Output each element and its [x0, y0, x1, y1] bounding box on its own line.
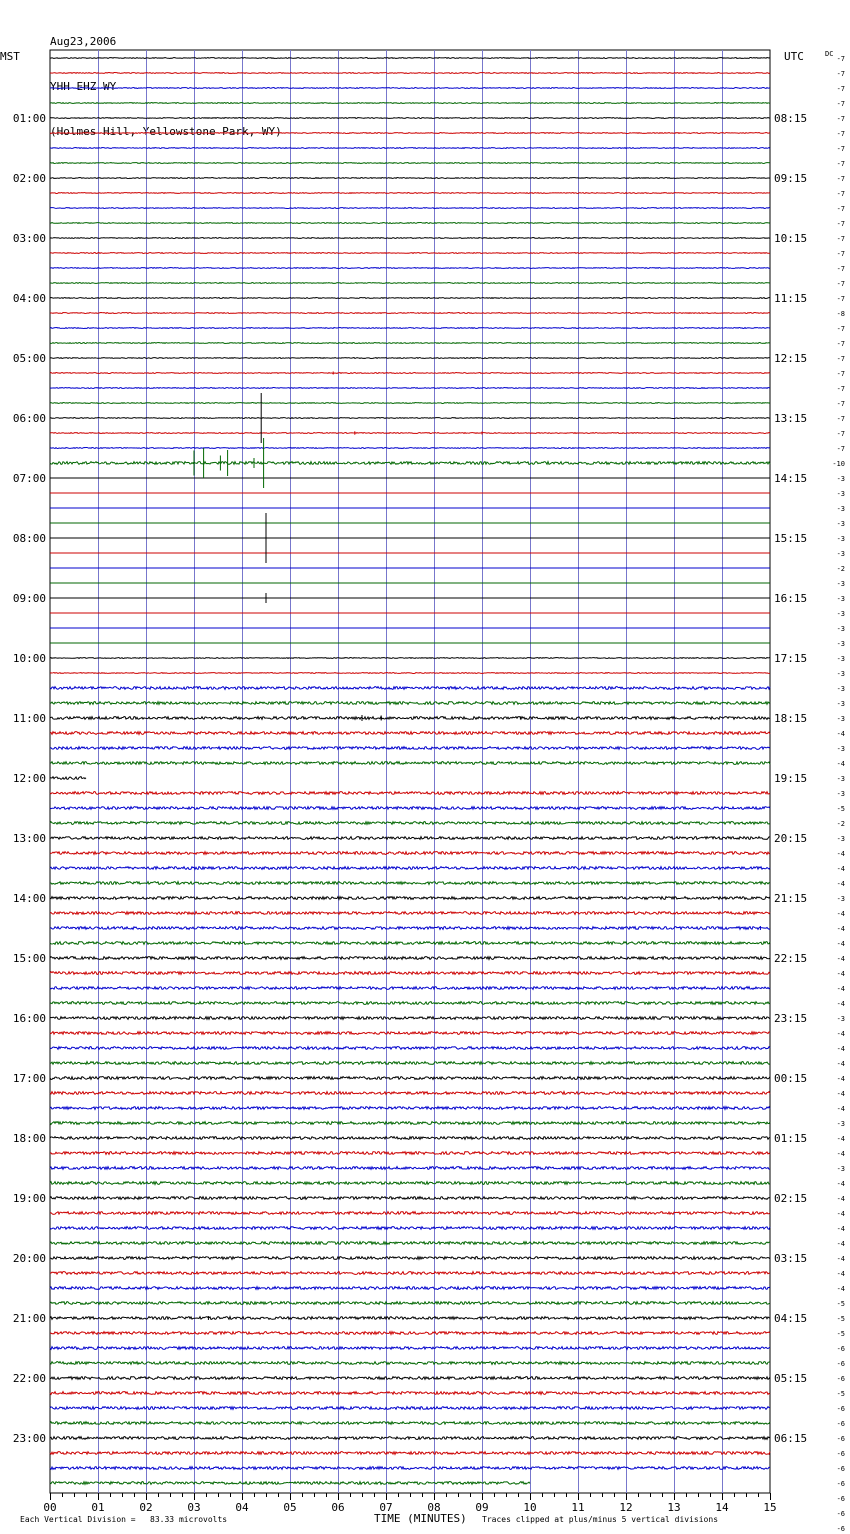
- dc-offset-value: -6: [836, 1420, 845, 1428]
- dc-offset-value: -3: [836, 715, 845, 723]
- trace-row: [50, 1347, 770, 1350]
- trace-row: [50, 1017, 770, 1020]
- dc-offset-value: -3: [836, 745, 845, 753]
- dc-offset-value: -4: [836, 1075, 845, 1083]
- trace-row: [50, 118, 770, 119]
- trace-row: [50, 73, 770, 74]
- dc-offset-value: -3: [836, 610, 845, 618]
- dc-offset-value: -6: [836, 1375, 845, 1383]
- trace-row: [50, 163, 770, 164]
- trace-row: [50, 852, 770, 855]
- trace-row: [50, 298, 770, 299]
- x-tick-label: 07: [379, 1501, 393, 1514]
- scale-note: Each Vertical Division = 83.33 microvolts: [20, 1515, 228, 1524]
- x-tick-label: 14: [715, 1501, 729, 1514]
- trace-row: [50, 1227, 770, 1230]
- dc-offset-value: -2: [836, 820, 845, 828]
- trace-row: [50, 1032, 770, 1035]
- trace-row: [50, 1257, 770, 1260]
- clip-note: Traces clipped at plus/minus 5 vertical divisions: [482, 1515, 719, 1524]
- dc-offset-value: -5: [836, 1300, 845, 1308]
- trace-row: [50, 1437, 770, 1440]
- plot-grid: [50, 50, 770, 1493]
- trace-row: [50, 193, 770, 194]
- mst-hour-label: 15:00: [12, 952, 46, 965]
- trace-row: [50, 1332, 770, 1335]
- trace-row: [50, 268, 770, 269]
- utc-hour-label: 21:15: [774, 892, 808, 905]
- dc-offset-value: -3: [836, 670, 845, 678]
- dc-offset-value: -3: [836, 1120, 845, 1128]
- dc-offset-value: -6: [836, 1525, 845, 1533]
- dc-offset-value: -4: [836, 1285, 845, 1293]
- utc-hour-label: 14:15: [774, 472, 808, 485]
- utc-hour-label: 22:15: [774, 952, 808, 965]
- trace-row: [50, 148, 770, 149]
- trace-row: [50, 328, 770, 329]
- trace-row: [50, 283, 770, 284]
- dc-offset-value: -7: [836, 220, 845, 228]
- dc-offset-value: -3: [836, 655, 845, 663]
- trace-row: [50, 1092, 770, 1095]
- dc-offset-value: -7: [836, 445, 845, 453]
- dc-offset-value: -7: [836, 55, 845, 63]
- dc-offset-value: -7: [836, 130, 845, 138]
- dc-offset-value: -7: [836, 295, 845, 303]
- dc-offset-value: -4: [836, 1150, 845, 1158]
- dc-offset-value: -3: [836, 640, 845, 648]
- dc-offset-value: -7: [836, 100, 845, 108]
- dc-offset-header: DC: [825, 50, 834, 58]
- dc-offset-value: -7: [836, 145, 845, 153]
- dc-offset-value: -7: [836, 325, 845, 333]
- trace-row: [50, 1002, 770, 1005]
- trace-row: [50, 462, 770, 465]
- dc-offset-value: -3: [836, 490, 845, 498]
- dc-offset-value: -6: [836, 1450, 845, 1458]
- dc-offset-value: -3: [836, 625, 845, 633]
- mst-hour-label: 10:00: [12, 652, 46, 665]
- x-tick-label: 09: [475, 1501, 489, 1514]
- utc-hour-label: 16:15: [774, 592, 808, 605]
- trace-row: [50, 1137, 770, 1140]
- mst-hour-label: 18:00: [12, 1132, 46, 1145]
- dc-offset-value: -10: [832, 460, 845, 468]
- dc-offset-value: -6: [836, 1360, 845, 1368]
- mst-hour-label: 06:00: [12, 412, 46, 425]
- trace-row: [50, 343, 770, 344]
- dc-offset-value: -3: [836, 700, 845, 708]
- time-axis: [43, 1493, 776, 1514]
- dc-offset-value: -7: [836, 355, 845, 363]
- trace-row: [50, 1242, 770, 1245]
- dc-offset-value: -7: [836, 430, 845, 438]
- dc-offset-value: -3: [836, 895, 845, 903]
- trace-group: [50, 58, 770, 1485]
- x-tick-label: 03: [187, 1501, 201, 1514]
- trace-row: [50, 253, 770, 254]
- dc-offset-value: -6: [836, 1465, 845, 1473]
- x-tick-label: 12: [619, 1501, 633, 1514]
- x-tick-label: 01: [91, 1501, 105, 1514]
- trace-row: [50, 673, 770, 674]
- trace-row: [50, 238, 770, 239]
- utc-hour-label: 00:15: [774, 1072, 808, 1085]
- mst-hour-label: 14:00: [12, 892, 46, 905]
- dc-offset-value: -7: [836, 235, 845, 243]
- dc-offset-value: -3: [836, 505, 845, 513]
- mst-hour-label: 22:00: [12, 1372, 46, 1385]
- dc-offset-value: -7: [836, 340, 845, 348]
- dc-offset-value: -4: [836, 1255, 845, 1263]
- mst-hour-label: 21:00: [12, 1312, 46, 1325]
- plot-frame: [50, 50, 770, 1493]
- utc-hour-label: 04:15: [774, 1312, 808, 1325]
- x-tick-label: 02: [139, 1501, 153, 1514]
- dc-offset-value: -4: [836, 1045, 845, 1053]
- trace-row: [50, 658, 770, 659]
- dc-offset-value: -3: [836, 535, 845, 543]
- hour-labels: [13, 55, 845, 1534]
- trace-row: [50, 1362, 770, 1365]
- mst-hour-label: 05:00: [12, 352, 46, 365]
- trace-row: [50, 1407, 770, 1410]
- trace-row: [50, 1167, 770, 1170]
- chart-date: Aug23,2006: [50, 35, 117, 48]
- mst-hour-label: 08:00: [12, 532, 46, 545]
- trace-row: [50, 433, 770, 434]
- dc-offset-value: -7: [836, 70, 845, 78]
- x-tick-label: 06: [331, 1501, 345, 1514]
- dc-offset-value: -7: [836, 190, 845, 198]
- mst-hour-label: 17:00: [12, 1072, 46, 1085]
- trace-row: [50, 208, 770, 209]
- mst-hour-label: 09:00: [12, 592, 46, 605]
- mst-hour-label: 04:00: [12, 292, 46, 305]
- station-location: (Holmes Hill, Yellowstone Park, WY): [50, 125, 282, 138]
- station-code: YHH EHZ WY: [50, 80, 117, 93]
- mst-hour-label: 07:00: [12, 472, 46, 485]
- dc-offset-value: -4: [836, 880, 845, 888]
- dc-offset-value: -7: [836, 265, 845, 273]
- trace-row: [50, 1377, 770, 1380]
- dc-offset-value: -4: [836, 1090, 845, 1098]
- utc-hour-label: 01:15: [774, 1132, 808, 1145]
- utc-hour-label: 13:15: [774, 412, 808, 425]
- trace-row: [50, 747, 770, 750]
- mst-hour-label: 02:00: [12, 172, 46, 185]
- trace-row: [50, 942, 770, 945]
- dc-offset-value: -4: [836, 1225, 845, 1233]
- trace-row: [50, 912, 770, 915]
- trace-row: [50, 313, 770, 314]
- utc-hour-label: 10:15: [774, 232, 808, 245]
- dc-offset-value: -6: [836, 1345, 845, 1353]
- trace-row: [50, 403, 770, 404]
- trace-row: [50, 687, 770, 690]
- mst-hour-label: 20:00: [12, 1252, 46, 1265]
- dc-offset-value: -5: [836, 1390, 845, 1398]
- utc-hour-label: 17:15: [774, 652, 808, 665]
- trace-row: [50, 358, 770, 359]
- dc-offset-value: -3: [836, 595, 845, 603]
- left-axis-label: MST: [0, 50, 20, 63]
- dc-offset-value: -5: [836, 1315, 845, 1323]
- dc-offset-value: -4: [836, 1195, 845, 1203]
- trace-row: [50, 223, 770, 224]
- trace-row: [50, 792, 770, 795]
- dc-offset-value: -3: [836, 520, 845, 528]
- trace-row: [50, 1302, 770, 1305]
- trace-row: [50, 58, 770, 59]
- utc-hour-label: 08:15: [774, 112, 808, 125]
- dc-offset-value: -7: [836, 175, 845, 183]
- dc-offset-value: -4: [836, 910, 845, 918]
- dc-offset-value: -4: [836, 1270, 845, 1278]
- trace-row: [50, 1197, 770, 1200]
- trace-row: [50, 867, 770, 870]
- trace-row: [50, 418, 770, 419]
- trace-row: [50, 448, 770, 449]
- dc-offset-value: -4: [836, 1210, 845, 1218]
- utc-hour-label: 03:15: [774, 1252, 808, 1265]
- trace-row: [50, 1212, 770, 1215]
- dc-offset-value: -7: [836, 370, 845, 378]
- trace-row: [50, 927, 770, 930]
- trace-row: [50, 822, 770, 825]
- dc-offset-value: -3: [836, 775, 845, 783]
- utc-hour-label: 06:15: [774, 1432, 808, 1445]
- x-tick-label: 04: [235, 1501, 249, 1514]
- x-tick-label: 10: [523, 1501, 537, 1514]
- mst-hour-label: 01:00: [12, 112, 46, 125]
- trace-row: [50, 1452, 770, 1455]
- dc-offset-value: -7: [836, 205, 845, 213]
- trace-row: [50, 1467, 770, 1470]
- x-tick-label: 13: [667, 1501, 681, 1514]
- dc-offset-value: -6: [836, 1435, 845, 1443]
- trace-row: [50, 373, 770, 374]
- dc-offset-value: -6: [836, 1495, 845, 1503]
- dc-offset-value: -3: [836, 685, 845, 693]
- dc-offset-value: -6: [836, 1510, 845, 1518]
- dc-offset-value: -5: [836, 1330, 845, 1338]
- mst-hour-label: 23:00: [12, 1432, 46, 1445]
- trace-row: [50, 762, 770, 765]
- trace-row: [50, 103, 770, 104]
- dc-offset-value: -3: [836, 1165, 845, 1173]
- dc-offset-value: -4: [836, 985, 845, 993]
- trace-row: [50, 1062, 770, 1065]
- x-tick-label: 08: [427, 1501, 441, 1514]
- dc-offset-value: -4: [836, 1135, 845, 1143]
- dc-offset-value: -7: [836, 85, 845, 93]
- trace-row: [50, 972, 770, 975]
- dc-offset-value: -4: [836, 1105, 845, 1113]
- dc-offset-value: -6: [836, 1480, 845, 1488]
- mst-hour-label: 12:00: [12, 772, 46, 785]
- trace-row: [50, 1077, 770, 1080]
- dc-offset-value: -7: [836, 250, 845, 258]
- dc-offset-value: -7: [836, 415, 845, 423]
- dc-offset-value: -3: [836, 1015, 845, 1023]
- utc-hour-label: 20:15: [774, 832, 808, 845]
- dc-offset-value: -3: [836, 790, 845, 798]
- trace-row: [50, 837, 770, 840]
- mst-hour-label: 16:00: [12, 1012, 46, 1025]
- trace-row: [50, 1107, 770, 1110]
- dc-offset-value: -4: [836, 730, 845, 738]
- x-tick-label: 05: [283, 1501, 297, 1514]
- dc-offset-value: -2: [836, 565, 845, 573]
- trace-row: [50, 987, 770, 990]
- utc-hour-label: 02:15: [774, 1192, 808, 1205]
- dc-offset-value: -4: [836, 955, 845, 963]
- dc-offset-value: -7: [836, 400, 845, 408]
- trace-row: [50, 1272, 770, 1275]
- dc-offset-value: -3: [836, 475, 845, 483]
- dc-offset-value: -6: [836, 1405, 845, 1413]
- trace-row: [50, 178, 770, 179]
- trace-row: [50, 1152, 770, 1155]
- dc-offset-value: -4: [836, 925, 845, 933]
- dc-offset-value: -4: [836, 1240, 845, 1248]
- trace-row: [50, 732, 770, 735]
- dc-offset-value: -8: [836, 310, 845, 318]
- x-tick-label: 15: [763, 1501, 777, 1514]
- dc-offset-value: -3: [836, 580, 845, 588]
- dc-offset-value: -3: [836, 550, 845, 558]
- mst-hour-label: 03:00: [12, 232, 46, 245]
- mst-hour-label: 11:00: [12, 712, 46, 725]
- dc-offset-value: -4: [836, 1000, 845, 1008]
- mst-hour-label: 13:00: [12, 832, 46, 845]
- trace-row: [50, 1422, 770, 1425]
- utc-hour-label: 23:15: [774, 1012, 808, 1025]
- trace-row: [50, 882, 770, 885]
- dc-offset-value: -3: [836, 835, 845, 843]
- utc-hour-label: 11:15: [774, 292, 808, 305]
- trace-row: [50, 1392, 770, 1395]
- x-tick-label: 00: [43, 1501, 57, 1514]
- dc-offset-value: -4: [836, 850, 845, 858]
- dc-offset-value: -4: [836, 970, 845, 978]
- trace-row: [50, 1122, 770, 1125]
- trace-row: [50, 897, 770, 900]
- dc-offset-value: -7: [836, 385, 845, 393]
- utc-hour-label: 09:15: [774, 172, 808, 185]
- trace-row: [50, 1047, 770, 1050]
- trace-row: [50, 88, 770, 89]
- x-tick-label: 11: [571, 1501, 585, 1514]
- trace-row: [50, 717, 770, 720]
- trace-row: [50, 1182, 770, 1185]
- dc-offset-value: -4: [836, 1030, 845, 1038]
- right-axis-label: UTC: [784, 50, 804, 63]
- dc-offset-value: -7: [836, 115, 845, 123]
- trace-row: [50, 1317, 770, 1320]
- mst-hour-label: 19:00: [12, 1192, 46, 1205]
- utc-hour-label: 05:15: [774, 1372, 808, 1385]
- utc-hour-label: 15:15: [774, 532, 808, 545]
- utc-hour-label: 12:15: [774, 352, 808, 365]
- trace-row: [50, 388, 770, 389]
- trace-row: [50, 702, 770, 705]
- dc-offset-value: -4: [836, 760, 845, 768]
- trace-row: [50, 807, 770, 810]
- dc-offset-value: -7: [836, 160, 845, 168]
- trace-row: [50, 1287, 770, 1290]
- dc-offset-value: -4: [836, 1180, 845, 1188]
- utc-hour-label: 18:15: [774, 712, 808, 725]
- trace-row: [50, 957, 770, 960]
- dc-offset-value: -5: [836, 805, 845, 813]
- trace-row: [50, 133, 770, 134]
- x-axis-label: TIME (MINUTES): [374, 1512, 467, 1525]
- dc-offset-value: -4: [836, 1060, 845, 1068]
- dc-offset-value: -4: [836, 865, 845, 873]
- trace-row: [50, 777, 86, 780]
- dc-offset-value: -4: [836, 940, 845, 948]
- dc-offset-value: -7: [836, 280, 845, 288]
- utc-hour-label: 19:15: [774, 772, 808, 785]
